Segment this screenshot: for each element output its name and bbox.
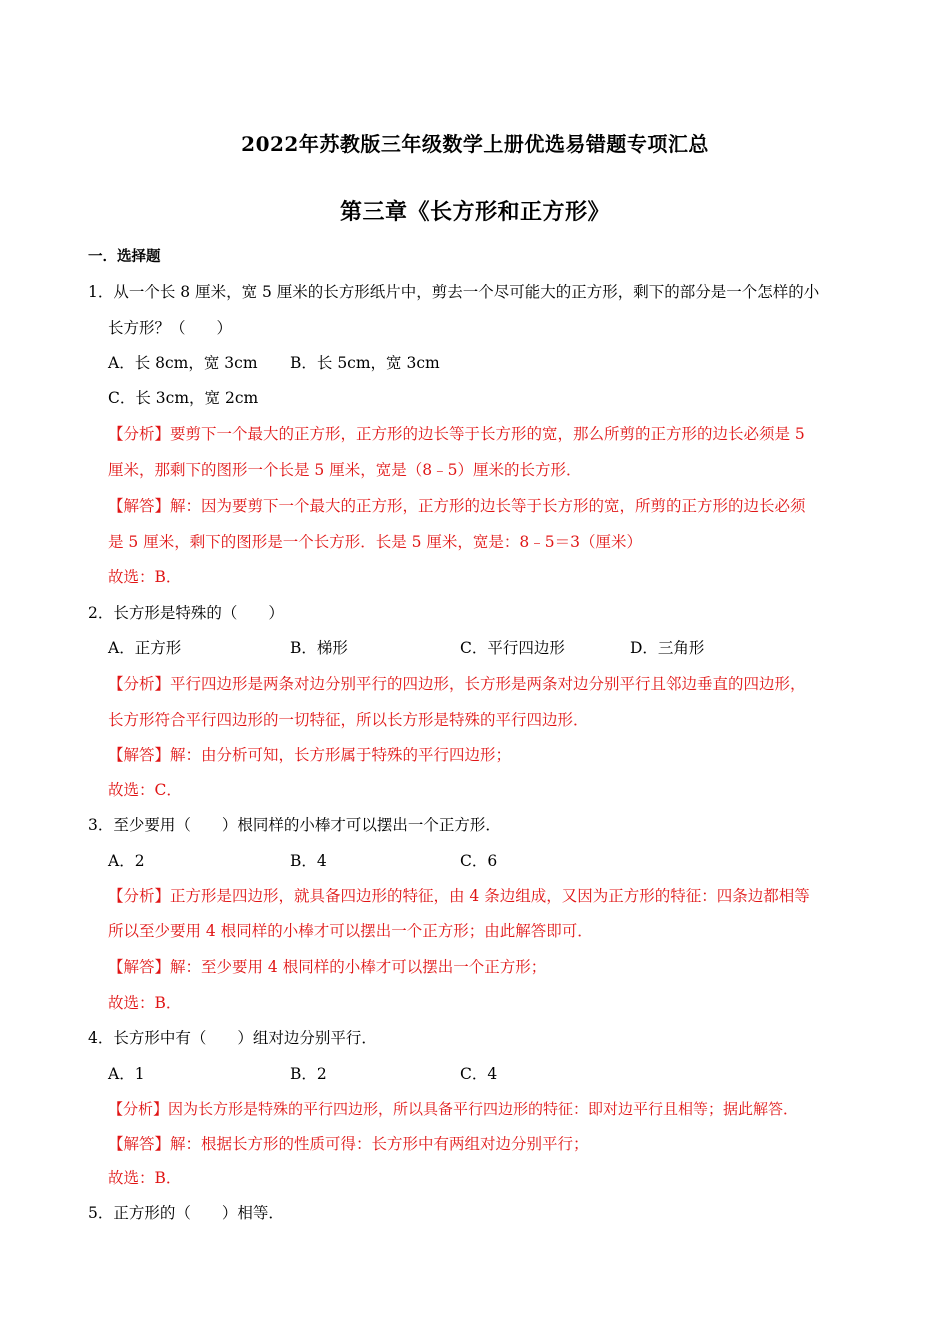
q1-analysis-line2: 厘米，那剩下的图形一个长是 5 厘米，宽是（8﹣5）厘米的长方形．: [108, 461, 582, 479]
q4-answer: 【解答】解：根据长方形的性质可得：长方形中有两组对边分别平行；: [108, 1135, 589, 1153]
q5-stem: 5．正方形的（ ）相等．: [88, 1204, 284, 1222]
q2-option-a: A．正方形: [108, 639, 182, 657]
q4-stem: 4．长方形中有（ ）组对边分别平行．: [88, 1029, 377, 1047]
q3-answer: 【解答】解：至少要用 4 根同样的小棒才可以摆出一个正方形；: [108, 958, 547, 976]
q4-option-a: A．1: [108, 1065, 145, 1083]
q1-choice: 故选：B．: [108, 568, 182, 586]
section-heading: 一．选择题: [88, 249, 161, 265]
q1-analysis-line1: 【分析】要剪下一个最大的正方形，正方形的边长等于长方形的宽，那么所剪的正方形的边长必须是 5: [108, 425, 805, 443]
q1-stem-line2: 长方形？（ ）: [108, 319, 233, 337]
q2-analysis-line2: 长方形符合平行四边形的一切特征，所以长方形是特殊的平行四边形．: [108, 711, 589, 729]
q1-option-b: B．长 5cm，宽 3cm: [290, 354, 440, 372]
q1-stem-line1: 1．从一个长 8 厘米，宽 5 厘米的长方形纸片中，剪去一个尽可能大的正方形，剩下的部分是一个怎样的小: [88, 283, 820, 301]
q1-option-a: A．长 8cm，宽 3cm: [108, 354, 258, 372]
q2-choice: 故选：C．: [108, 781, 182, 799]
q4-option-c: C．4: [460, 1065, 498, 1083]
q3-stem: 3．至少要用（ ）根同样的小棒才可以摆出一个正方形．: [88, 816, 501, 834]
q4-analysis: 【分析】因为长方形是特殊的平行四边形，所以具备平行四边形的特征：即对边平行且相等；据此解答．: [108, 1100, 799, 1118]
q1-answer-line2: 是 5 厘米，剩下的图形是一个长方形．长是 5 厘米，宽是：8﹣5＝3（厘米）: [108, 533, 643, 551]
q2-option-b: B．梯形: [290, 639, 348, 657]
q2-analysis-line1: 【分析】平行四边形是两条对边分别平行的四边形，长方形是两条对边分别平行且邻边垂直的四边形，: [108, 675, 806, 693]
document-title: 2022年苏教版三年级数学上册优选易错题专项汇总: [241, 132, 709, 156]
q3-option-c: C．6: [460, 852, 498, 870]
q4-choice: 故选：B．: [108, 1169, 182, 1187]
q2-option-c: C．平行四边形: [460, 639, 565, 657]
q4-option-b: B．2: [290, 1065, 327, 1083]
q3-choice: 故选：B．: [108, 994, 182, 1012]
q2-stem: 2．长方形是特殊的（ ）: [88, 604, 284, 622]
q2-option-d: D．三角形: [630, 639, 705, 657]
chapter-title: 第三章《长方形和正方形》: [339, 199, 610, 225]
q1-answer-line1: 【解答】解：因为要剪下一个最大的正方形，正方形的边长等于长方形的宽，所剪的正方形的边长必须: [108, 497, 806, 515]
q3-option-b: B．4: [290, 852, 327, 870]
q3-option-a: A．2: [108, 852, 145, 870]
q3-analysis-line2: 所以至少要用 4 根同样的小棒才可以摆出一个正方形；由此解答即可．: [108, 922, 593, 940]
q1-option-c: C．长 3cm，宽 2cm: [108, 389, 259, 407]
q2-answer: 【解答】解：由分析可知，长方形属于特殊的平行四边形；: [108, 746, 512, 764]
q3-analysis-line1: 【分析】正方形是四边形，就具备四边形的特征，由 4 条边组成，又因为正方形的特征：四条边都相等: [108, 887, 810, 905]
